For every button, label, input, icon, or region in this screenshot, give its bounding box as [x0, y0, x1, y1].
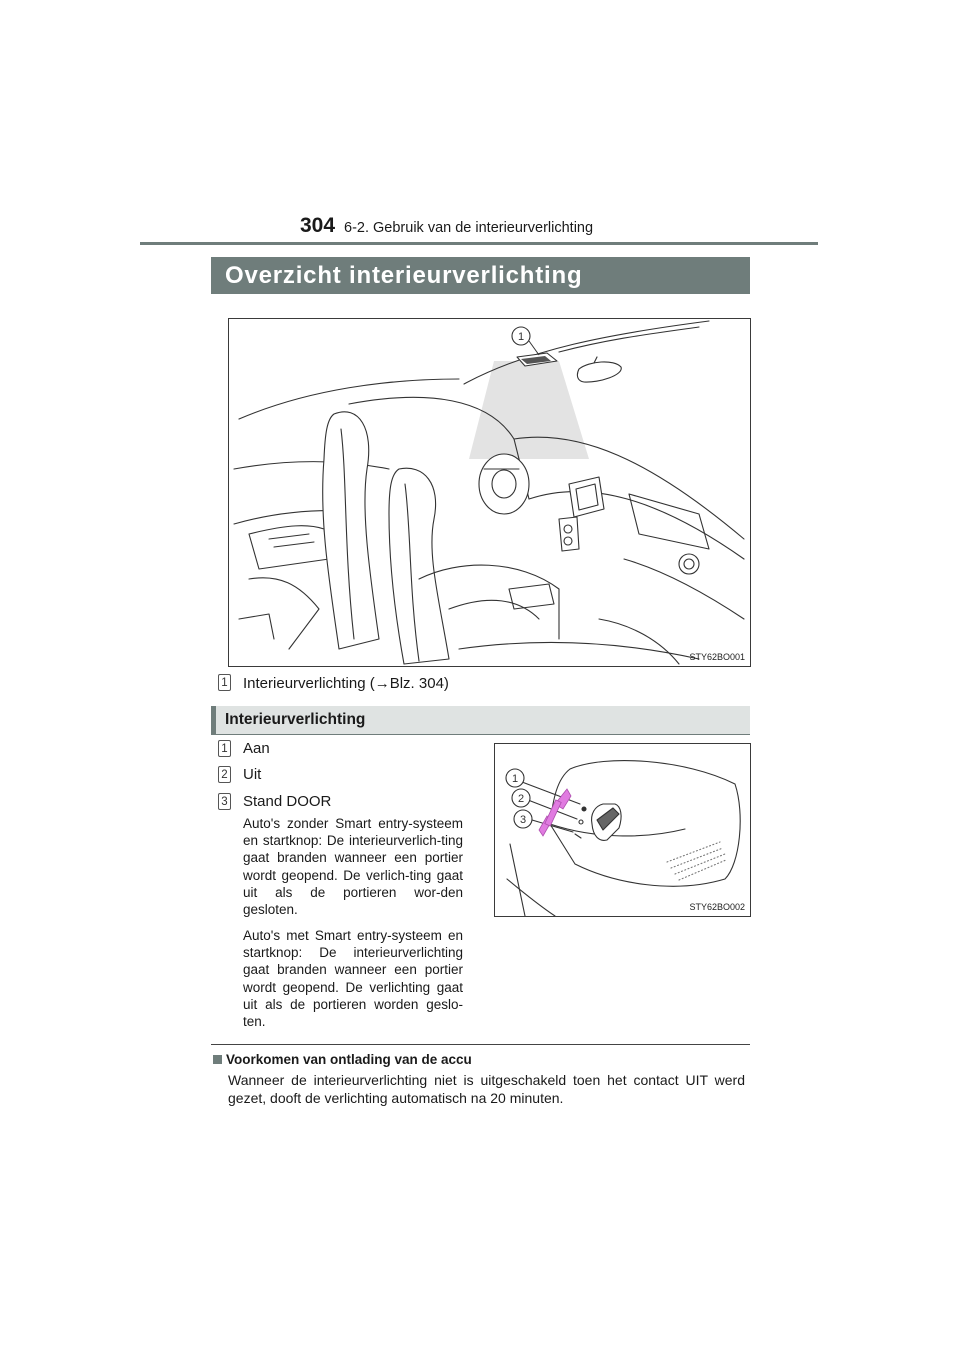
item-number-badge: 2	[218, 766, 231, 783]
item-number-badge: 1	[218, 740, 231, 757]
item-number-badge: 3	[218, 793, 231, 810]
subsection-accent	[211, 706, 216, 734]
door-paragraph-smart-entry: Auto's met Smart entry-systeem en startknop: De interieurverlichting gaat branden wanneer een portier wordt geopend. De verlichting gaat uit als de portieren worden geslo-ten.	[243, 928, 463, 1030]
section-title-bar	[211, 257, 750, 294]
callout-3: 3	[519, 814, 527, 826]
callout-1: 1	[517, 331, 525, 343]
header-divider	[140, 242, 818, 245]
figure-code: STY62BO001	[689, 652, 745, 662]
note-heading	[213, 1052, 472, 1067]
light-switch-illustration	[495, 744, 750, 916]
callout-1: 1	[511, 773, 519, 785]
legend-interior-light: Interieurverlichting (→Blz. 304)	[243, 675, 449, 692]
item-uit: Uit	[243, 766, 262, 783]
door-paragraph-no-smart-entry: Auto's zonder Smart entry-systeem en startknop: De interieurverlich-ting gaat branden wanneer een portier wordt geopend. De verlich-ting gaat uit als de portieren wor-den gesloten.	[243, 816, 463, 918]
light-switch-figure	[494, 743, 751, 917]
callout-2: 2	[517, 793, 525, 805]
subsection-title: Interieurverlichting	[225, 711, 366, 728]
page-number: 304	[300, 214, 336, 237]
note-heading-text: Voorkomen van ontlading van de accu	[226, 1052, 472, 1067]
note-body: Wanneer de interieurverlichting niet is uitgeschakeld toen het contact UIT werd gezet, dooft de verlichting automatisch na 20 minuten.	[228, 1072, 745, 1106]
subsection-title-bar	[211, 706, 750, 735]
item-aan: Aan	[243, 740, 270, 757]
legend-number-badge: 1	[218, 674, 231, 691]
item-door: Stand DOOR	[243, 793, 332, 810]
figure-code: STY62BO002	[689, 902, 745, 912]
note-divider	[211, 1044, 750, 1045]
note-bullet-icon	[213, 1055, 222, 1064]
section-title: Overzicht interieurverlichting	[225, 262, 583, 289]
chapter-title: 6-2. Gebruik van de interieurverlichting	[344, 220, 594, 236]
car-interior-illustration	[229, 319, 750, 666]
interior-overview-figure	[228, 318, 751, 667]
